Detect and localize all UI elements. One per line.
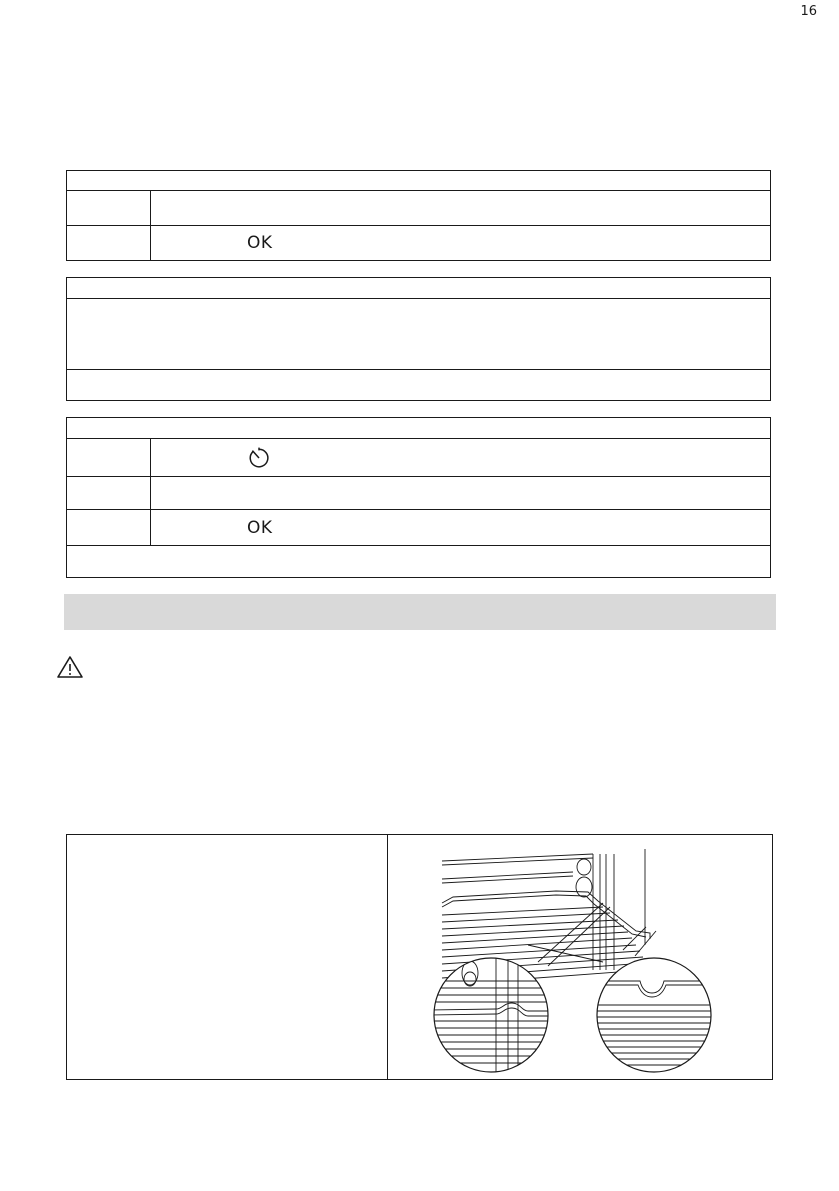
instruction-table-1 [66, 170, 771, 261]
timer-icon [247, 446, 271, 470]
table-1-row-2-desc [151, 226, 770, 260]
section-heading-bar [64, 594, 776, 630]
table-3-row-2-desc [151, 477, 770, 509]
table-3-note [67, 546, 770, 576]
table-3-row-1 [67, 439, 770, 476]
table-1-row-1 [67, 191, 770, 225]
table-1-row-1-step [67, 191, 151, 225]
warning-triangle-icon [56, 655, 96, 679]
oven-shelf-drawing [388, 835, 772, 1078]
page-number: 16 [800, 4, 817, 19]
table-2-row-1 [67, 299, 770, 369]
illustration-table [66, 834, 773, 1080]
table-2-row-2 [67, 369, 770, 399]
table-3-header [67, 418, 770, 439]
table-3-note-row [67, 545, 770, 576]
illustration-text-cell [67, 835, 388, 1079]
table-3-row-1-step [67, 439, 151, 476]
instruction-table-3 [66, 417, 771, 578]
table-3-row-2-step [67, 477, 151, 509]
ok-key-label: OK [247, 517, 273, 538]
table-1-row-2-step [67, 226, 151, 260]
table-2-header [67, 278, 770, 299]
table-2-row-2-desc [67, 370, 770, 399]
table-3-row-3-desc [151, 510, 770, 545]
instruction-table-2 [66, 277, 771, 401]
table-3-row-1-desc [151, 439, 770, 476]
table-1-row-1-desc [151, 191, 770, 225]
table-3-row-3 [67, 509, 770, 545]
table-3-row-3-step [67, 510, 151, 545]
table-2-row-1-desc [67, 299, 770, 369]
table-1-header [67, 171, 770, 191]
wire-shelf-illustration [388, 835, 772, 1079]
table-1-row-2 [67, 225, 770, 260]
ok-key-label: OK [247, 233, 273, 253]
table-3-row-2 [67, 476, 770, 509]
